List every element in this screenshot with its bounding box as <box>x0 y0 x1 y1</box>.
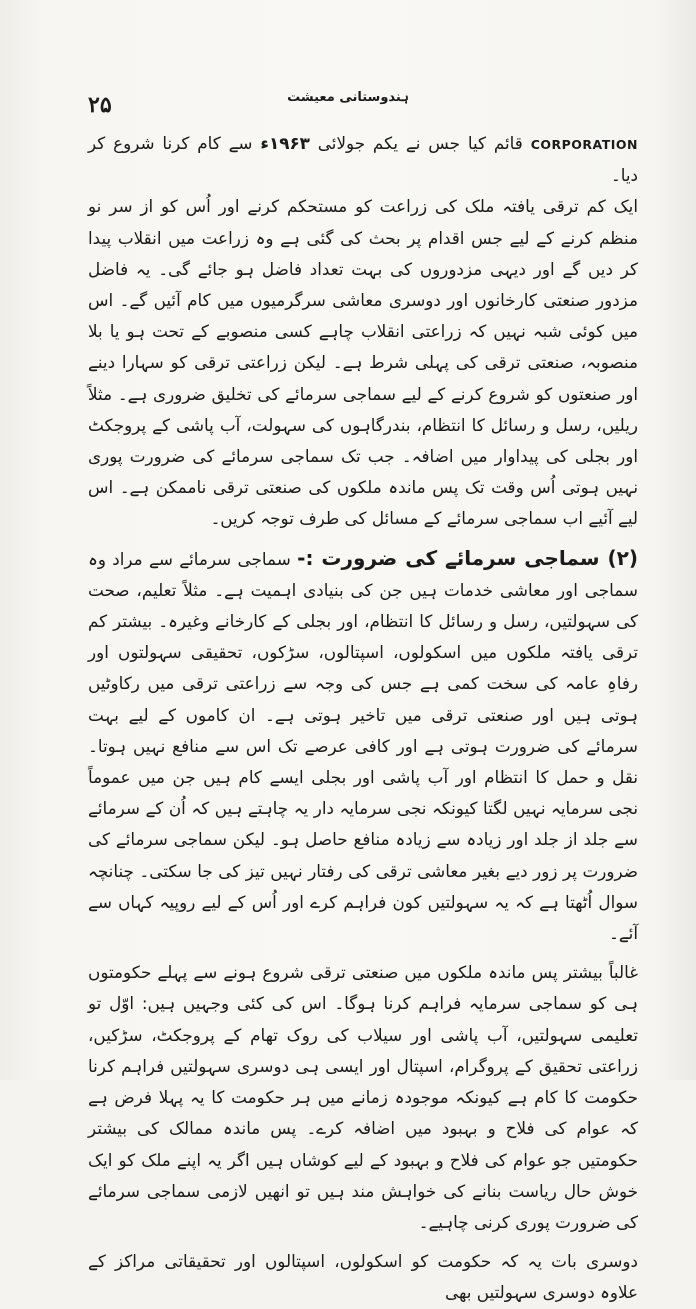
body-text <box>88 128 638 1309</box>
paragraph-1 <box>88 128 638 191</box>
paragraph-gap <box>88 535 638 543</box>
paragraph-gap <box>88 949 638 957</box>
paragraph-2: ایک کم ترقی یافتہ ملک کی زراعت کو مستحکم کرنے اور اُس کو از سر نو منظم کرنے کے لیے جس اقدام پر بحث کی گئی ہے وہ زراعت میں انقلاب پیدا کر دیں گے اور دیہی مزدوروں کی بہت تعداد فاضل ہو جائے گی۔ یہ فاضل مزدور صنعتی کارخانوں اور دوسری معاشی سرگرمیوں میں کام آئیں گے۔ اس میں کوئی شبہ نہیں کہ زراعتی انقلاب چاہے کسی منصوبے کے تحت ہو یا بلا منصوبہ، صنعتی ترقی کی پہلی شرط ہے۔ لیکن زراعتی ترقی کو سہارا دینے اور صنعتوں کو شروع کرنے کے لیے سماجی سرمائے کی تخلیق ضروری ہے۔ مثلاً ریلیں، رسل و رسائل کا انتظام، بندرگاہوں کی سہولت، آب پاشی کے پروجکٹ اور بجلی کی پیداوار میں اضافہ۔ جب تک سماجی سرمائے کی ضرورت پوری نہیں ہوتی اُس وقت تک پس ماندہ ملکوں کی صنعتی ترقی ناممکن ہے۔ اس لیے آئیے اب سماجی سرمائے کے مسائل کی طرف توجہ کریں۔ <box>88 196 638 529</box>
page-number: ۲۵ <box>88 92 112 118</box>
paragraph-gap <box>88 1238 638 1246</box>
paragraph-3 <box>88 543 638 950</box>
paragraph-1-text-b: سے کام کرنا شروع کر دیا۔ <box>88 133 638 186</box>
section-heading: (۲) سماجی سرمائے کی ضرورت :- <box>297 545 638 570</box>
english-term: CORPORATION <box>530 137 638 152</box>
year: ۱۹۶۳ء <box>260 133 310 153</box>
paragraph-1-text-a: قائم کیا جس نے یکم جولائی <box>317 133 523 153</box>
paragraph-5: دوسری بات یہ کہ حکومت کو اسکولوں، اسپتالوں اور تحقیقاتی مراکز کے علاوہ دوسری سہولتیں بھی <box>88 1251 638 1303</box>
paragraph-4: غالباً بیشتر پس ماندہ ملکوں میں صنعتی ترقی شروع ہونے سے پہلے حکومتوں ہی کو سماجی سرمایہ فراہم کرنا ہوگا۔ اس کی کئی وجہیں ہیں: اوّل تو تعلیمی سہولتیں، آب پاشی اور سیلاب کی روک تھام کے پروجکٹ، سڑکیں، زراعتی تحقیق کے پروگرام، اسپتال اور ایسی ہی دوسری سہولتیں فراہم کرنا حکومت کا کام ہے کیونکہ موجودہ زمانے میں ہر حکومت کا یہ پہلا فرض ہے کہ عوام کی فلاح و بہبود میں اضافہ کرے۔ پس ماندہ ممالک کی بیشتر حکومتیں جو عوام کی فلاح و بہبود کے لیے کوشاں ہیں اگر یہ اپنے ملک کو ایک خوش حال ریاست بنانے کی خواہش مند ہیں تو انھیں لازمی سماجی سرمائے کی ضرورت پوری کرنی چاہیے۔ <box>88 962 638 1232</box>
running-title: ہندوستانی معیشت <box>287 90 409 105</box>
paragraph-3-text: سماجی سرمائے سے مراد وہ سماجی اور معاشی خدمات ہیں جن کی بنیادی اہمیت ہے۔ مثلاً تعلیم، صحت کی سہولتیں، رسل و رسائل کا انتظام، اور بجلی کے کارخانے وغیرہ۔ بیشتر کم ترقی یافتہ ملکوں میں اسکولوں، اسپتالوں، سڑکوں، تحقیقی سہولتوں اور رفاہِ عامہ کی سخت کمی ہے جس کی وجہ سے زراعتی ترقی میں رکاوٹیں ہوتی ہیں اور صنعتی ترقی میں تاخیر ہوتی ہے۔ ان کاموں کے لیے بہت سرمائے کی ضرورت ہوتی ہے اور کافی عرصے تک اس سے منافع نہیں ہوتا۔ نقل و حمل کا انتظام اور آب پاشی اور بجلی ایسے کام ہیں جن میں عموماً نجی سرمایہ نہیں لگتا کیونکہ نجی سرمایہ دار یہ چاہتے ہیں کہ اُن کے سرمائے سے جلد از جلد اور زیادہ سے زیادہ منافع حاصل ہو۔ لیکن سماجی سرمائے کی ضرورت پر زور دیے بغیر معاشی ترقی کی رفتار نہیں تیز کی جا سکتی۔ چنانچہ سوال اُٹھتا ہے کہ یہ سہولتیں کون فراہم کرے اور اُس کے لیے روپیہ کہاں سے آئے۔ <box>88 548 638 944</box>
